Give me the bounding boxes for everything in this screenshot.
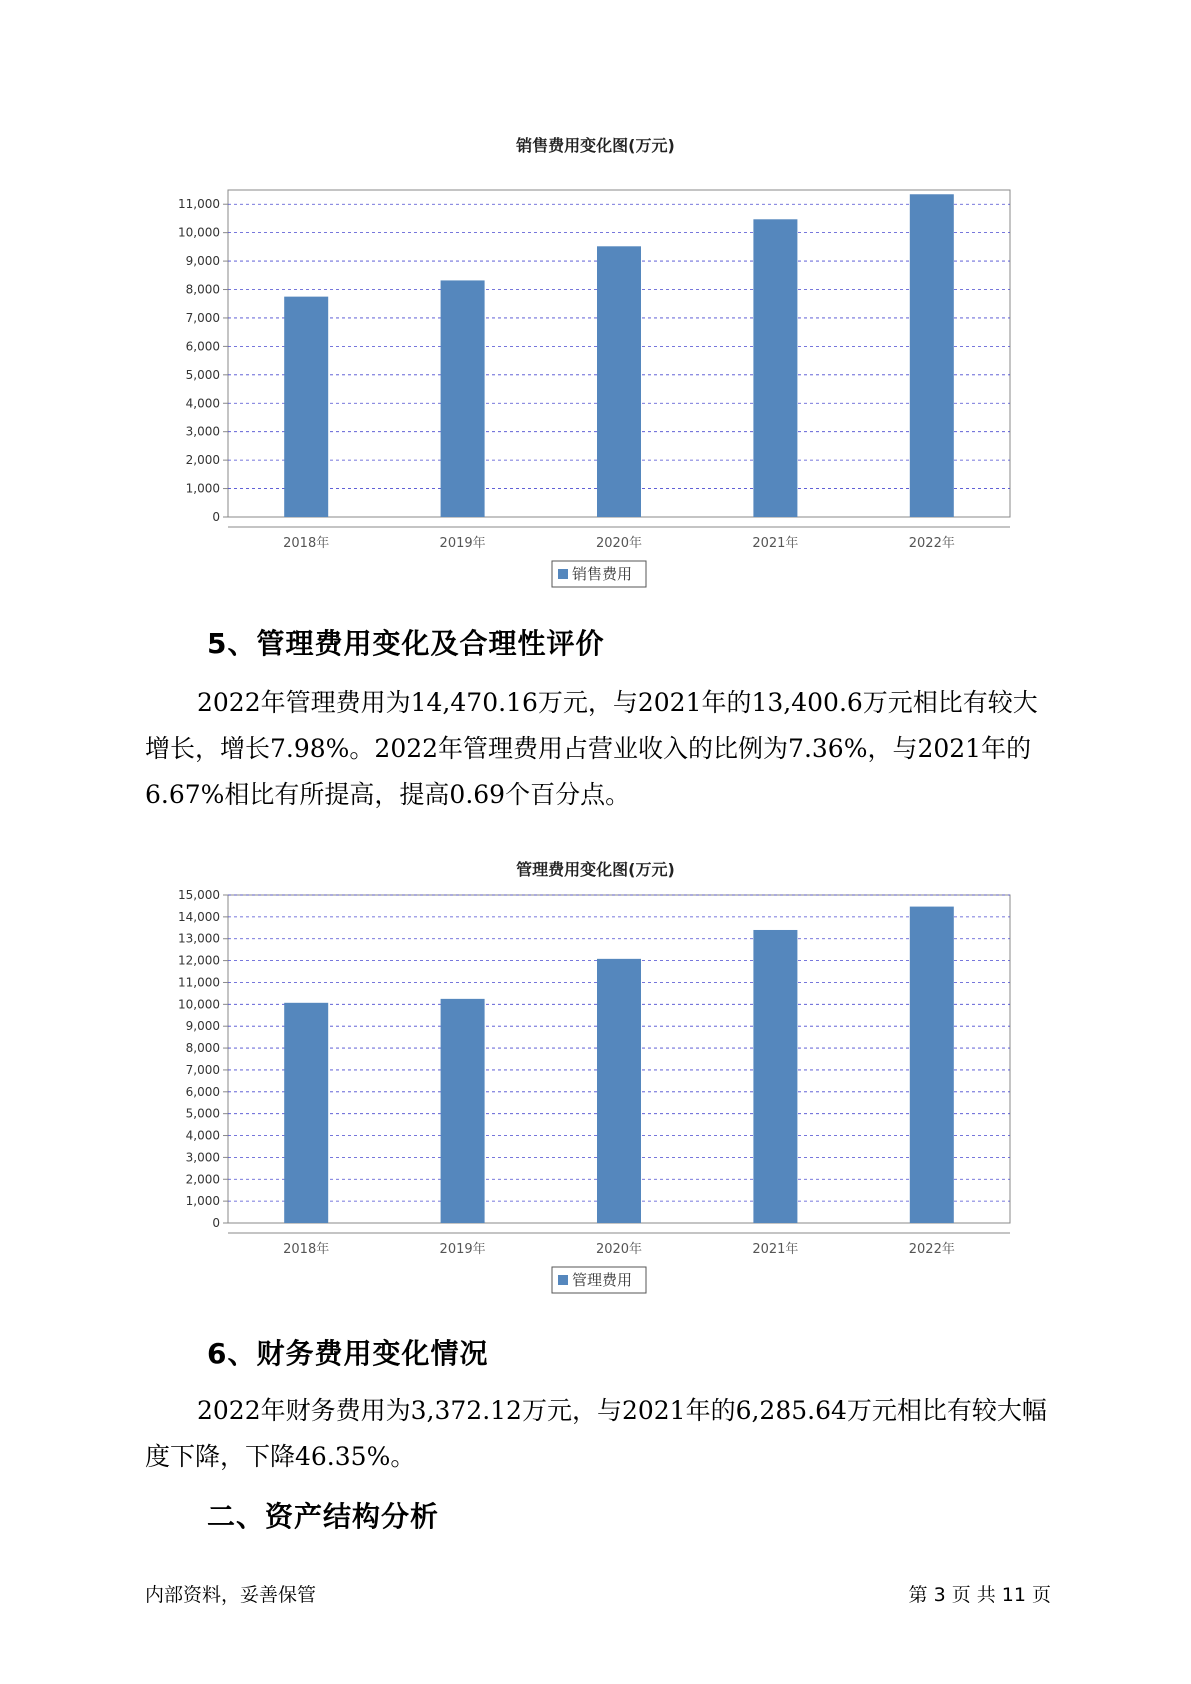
y-tick-label: 8,000: [185, 1041, 220, 1056]
section-5-heading: 5、管理费用变化及合理性评价: [207, 627, 605, 660]
y-tick-label: 10,000: [178, 225, 220, 240]
y-tick-label: 1,000: [185, 481, 220, 496]
chart-legend: [552, 561, 646, 587]
y-tick-label: 1,000: [185, 1194, 220, 1209]
bar: [597, 246, 641, 517]
y-tick-label: 3,000: [185, 1150, 220, 1165]
x-tick-label: 2020年: [595, 536, 643, 551]
legend-swatch: [558, 569, 568, 579]
y-tick-label: 7,000: [185, 310, 220, 325]
x-tick-label: 2018年: [283, 1242, 330, 1257]
y-tick-label: 2,000: [185, 453, 220, 468]
section-6-heading: 6、财务费用变化情况: [207, 1337, 489, 1370]
bar: [597, 959, 641, 1223]
bar: [753, 930, 797, 1223]
y-tick-label: 10,000: [178, 997, 220, 1012]
y-tick-label: 13,000: [178, 931, 220, 946]
y-tick-label: 5,000: [185, 367, 220, 382]
x-tick-label: 2022年: [908, 536, 955, 551]
bar: [441, 280, 485, 517]
y-tick-label: 7,000: [185, 1062, 220, 1077]
y-tick-label: 0: [212, 510, 220, 524]
y-tick-label: 12,000: [178, 953, 220, 968]
legend-label: 销售费用: [572, 565, 633, 583]
chart-legend: [552, 1267, 646, 1293]
y-tick-label: 9,000: [185, 254, 220, 269]
bar: [441, 999, 485, 1223]
y-tick-label: 0: [212, 1216, 220, 1230]
section-5-paragraph: 2022年管理费用为14,470.16万元，与2021年的13,400.6万元相比有较大增长，增长7.98%。2022年管理费用占营业收入的比例为7.36%，与2021年的6.67%相比有所提高，提高0.69个百分点。: [145, 688, 1038, 809]
y-tick-label: 5,000: [185, 1106, 220, 1121]
footer-page-number: 第 3 页 共 11 页: [908, 1584, 1051, 1606]
x-tick-label: 2022年: [908, 1242, 955, 1257]
y-tick-label: 11,000: [178, 975, 220, 990]
y-tick-label: 8,000: [185, 282, 220, 297]
bar: [910, 907, 954, 1223]
chart-title-sales: 销售费用变化图(万元): [516, 136, 675, 155]
y-tick-label: 3,000: [185, 424, 220, 439]
x-tick-label: 2021年: [752, 536, 799, 551]
bar: [284, 297, 328, 517]
legend-swatch: [558, 1275, 568, 1285]
admin-expense-chart: [0, 885, 1191, 1315]
x-tick-label: 2019年: [439, 536, 486, 551]
y-tick-label: 6,000: [185, 339, 220, 354]
legend-label: 管理费用: [572, 1271, 633, 1289]
x-tick-label: 2021年: [752, 1242, 799, 1257]
y-tick-label: 6,000: [185, 1084, 220, 1099]
y-tick-label: 11,000: [178, 197, 220, 212]
y-tick-label: 9,000: [185, 1019, 220, 1034]
bar: [753, 219, 797, 517]
bar: [284, 1003, 328, 1223]
sales-expense-chart: [0, 170, 1191, 590]
y-tick-label: 4,000: [185, 396, 220, 411]
section-6-paragraph: 2022年财务费用为3,372.12万元，与2021年的6,285.64万元相比有较大幅度下降，下降46.35%。: [145, 1396, 1047, 1471]
footer-confidential: 内部资料，妥善保管: [145, 1584, 317, 1606]
y-tick-label: 14,000: [178, 909, 220, 924]
x-tick-label: 2019年: [439, 1242, 486, 1257]
x-tick-label: 2018年: [283, 536, 330, 551]
y-tick-label: 2,000: [185, 1172, 220, 1187]
chart-title-admin: 管理费用变化图(万元): [516, 860, 675, 879]
section-assets-heading: 二、资产结构分析: [207, 1500, 440, 1533]
bar: [910, 194, 954, 517]
y-tick-label: 4,000: [185, 1128, 220, 1143]
x-tick-label: 2020年: [595, 1242, 643, 1257]
y-tick-label: 15,000: [178, 888, 220, 902]
